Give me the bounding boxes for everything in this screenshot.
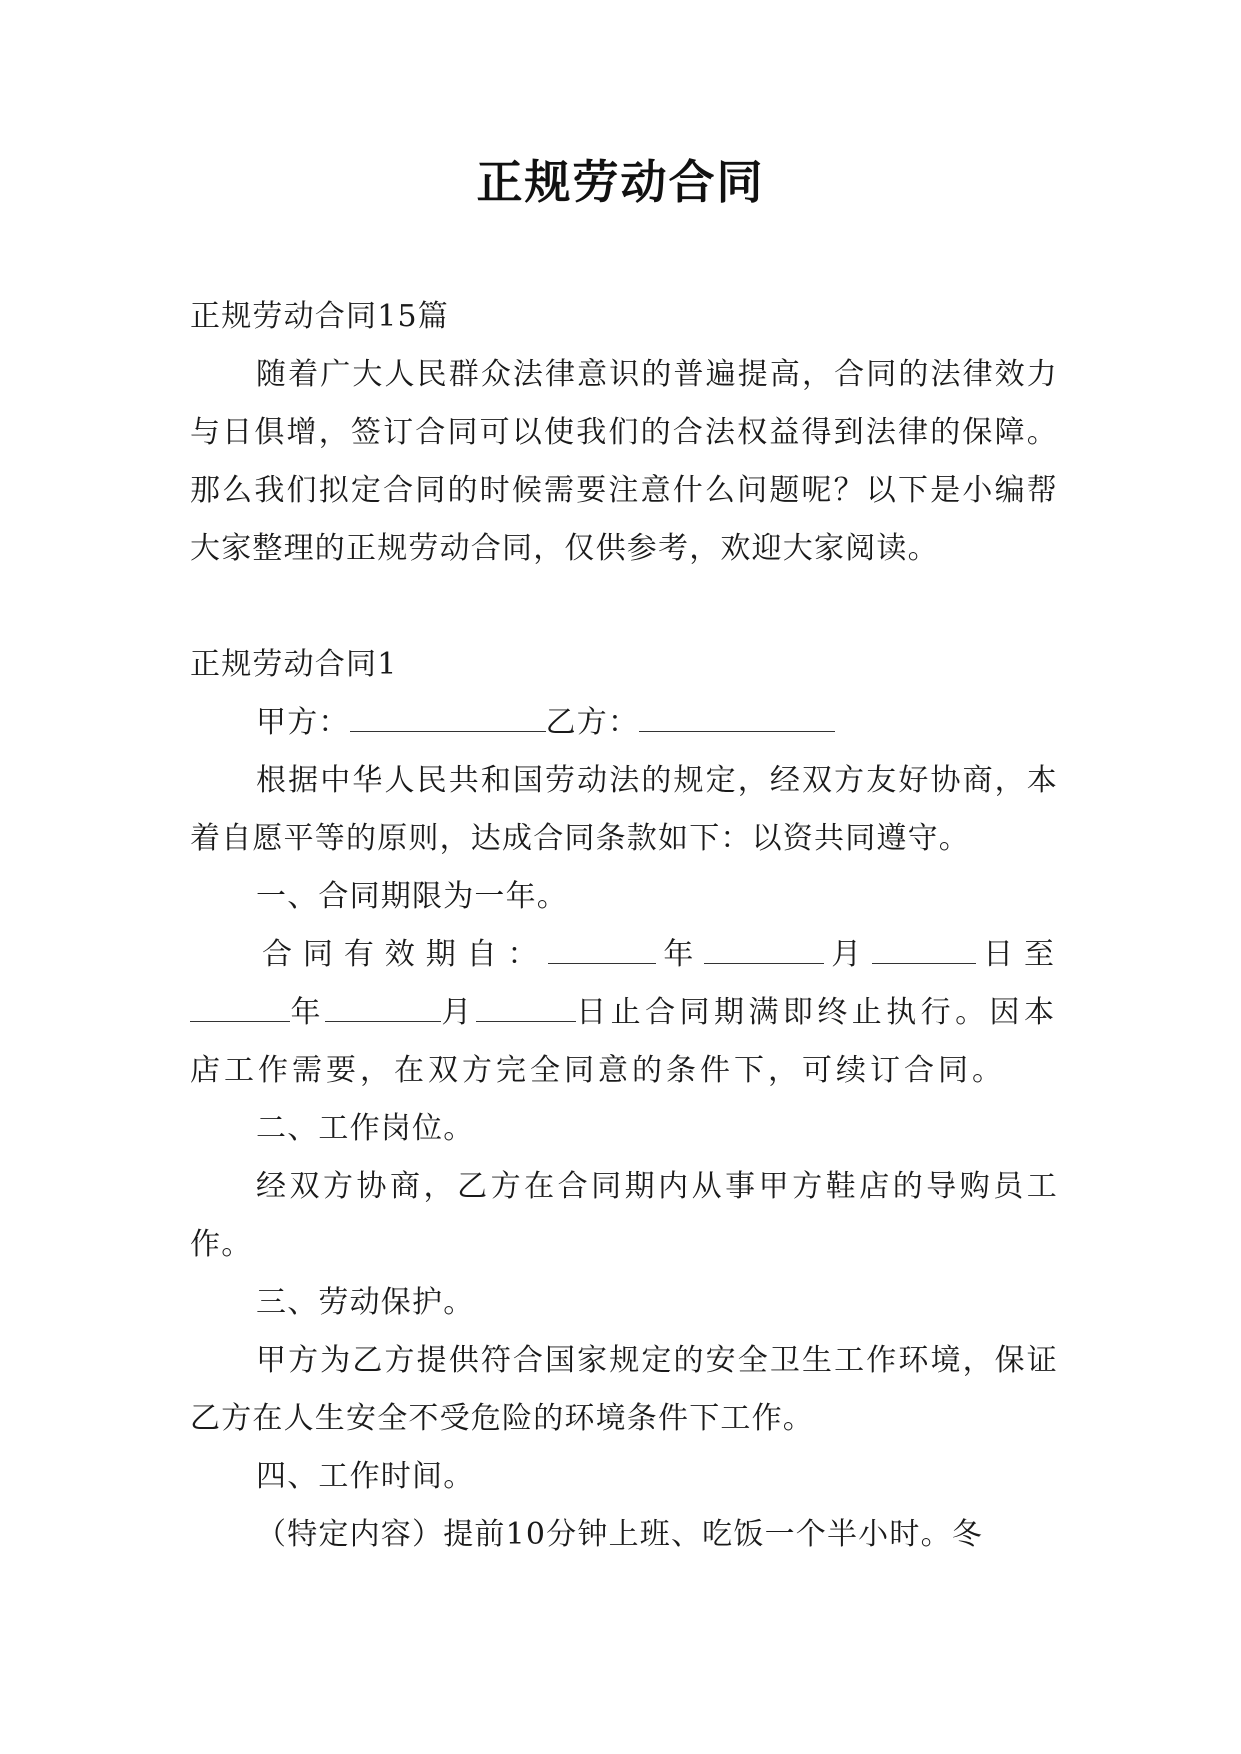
party-b-blank xyxy=(639,705,835,732)
end-month-blank xyxy=(325,995,441,1022)
start-day-blank xyxy=(872,937,976,964)
clause-1-heading: 一、合同期限为一年。 xyxy=(256,879,568,914)
preamble-paragraph: 根据中华人民共和国劳动法的规定，经双方友好协商，本着自愿平等的原则，达成合同条款如下：以资共同遵守。 xyxy=(190,763,1058,856)
end-year-blank xyxy=(190,995,290,1022)
party-a-blank xyxy=(350,705,546,732)
clause-4-body: （特定内容）提前10分钟上班、吃饭一个半小时。冬 xyxy=(256,1517,983,1552)
start-year-blank xyxy=(548,937,656,964)
validity-paragraph xyxy=(190,926,1058,1100)
clause-2-heading: 二、工作岗位。 xyxy=(256,1111,475,1146)
section-title: 正规劳动合同1 xyxy=(190,647,398,682)
clause-3-heading: 三、劳动保护。 xyxy=(256,1285,475,1320)
end-day-blank xyxy=(476,995,576,1022)
party-b-label: 乙方： xyxy=(545,705,640,740)
clause-2-body: 经双方协商，乙方在合同期内从事甲方鞋店的导购员工作。 xyxy=(190,1169,1058,1262)
end-month-label: 月 xyxy=(440,995,476,1030)
document-subtitle: 正规劳动合同15篇 xyxy=(190,299,449,334)
start-month-blank xyxy=(704,937,824,964)
party-a-label: 甲方： xyxy=(256,705,350,740)
document-body xyxy=(190,288,1058,1564)
start-year-label: 年 xyxy=(656,937,705,972)
clause-4-heading: 四、工作时间。 xyxy=(256,1459,475,1494)
end-day-label: 日止合同期满即终止执行。因本店工作需要，在双方完全同意的条件下，可续订合同。 xyxy=(190,995,1059,1088)
parties-line xyxy=(190,694,1058,752)
end-year-label: 年 xyxy=(290,995,325,1030)
clause-3-body: 甲方为乙方提供符合国家规定的安全卫生工作环境，保证乙方在人生安全不受危险的环境条件下工作。 xyxy=(190,1343,1058,1436)
intro-paragraph: 随着广大人民群众法律意识的普遍提高，合同的法律效力与日俱增，签订合同可以使我们的合法权益得到法律的保障。那么我们拟定合同的时候需要注意什么问题呢？以下是小编帮大家整理的正规劳动合同，仅供参考，欢迎大家阅读。 xyxy=(190,357,1058,566)
validity-prefix: 合同有效期自： xyxy=(262,937,549,972)
start-month-label: 月 xyxy=(824,937,873,972)
paragraph-gap xyxy=(190,578,1058,636)
document-title: 正规劳动合同 xyxy=(476,155,765,209)
start-day-label: 日至 xyxy=(976,937,1059,972)
